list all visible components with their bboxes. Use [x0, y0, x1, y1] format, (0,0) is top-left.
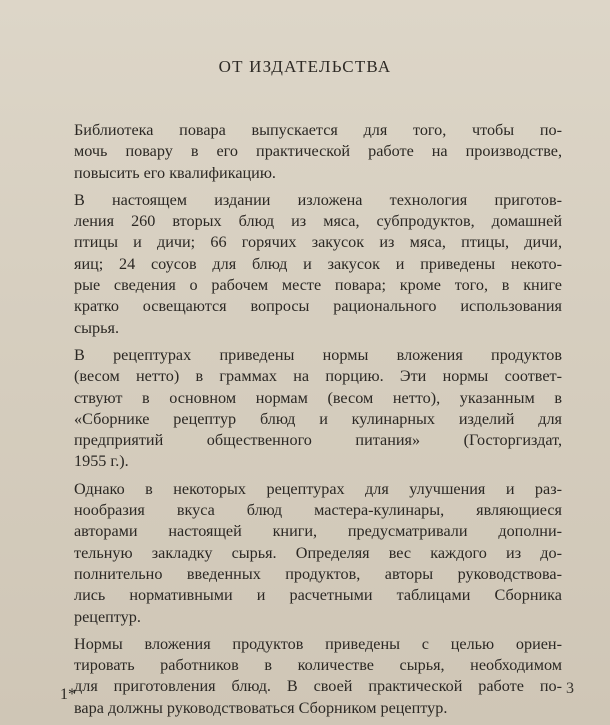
text-line: предприятий общественного питания» (Госторгиздат, — [74, 431, 562, 450]
text-line: для приготовления блюд. В своей практической работе по- — [74, 677, 562, 696]
text-line: Нормы вложения продуктов приведены с целью ориен- — [74, 634, 562, 653]
text-line: вара должны руководствоваться Сборником рецептур. — [74, 698, 448, 717]
text-line: рецептур. — [74, 607, 141, 626]
text-line: повысить его квалификацию. — [74, 163, 276, 182]
signature-mark: 1* — [60, 686, 76, 703]
text-line: рые сведения о рабочем месте повара; кроме того, в книге — [74, 276, 562, 295]
text-line: ствуют в основном нормам (весом нетто), указанным в — [74, 388, 562, 407]
text-line: кратко освещаются вопросы рационального использования — [74, 297, 562, 316]
text-line: нообразия вкуса блюд мастера-кулинары, являющиеся — [74, 501, 562, 520]
text-line: Библиотека повара выпускается для того, чтобы по- — [74, 121, 562, 139]
page-title: ОТ ИЗДАТЕЛЬСТВА — [218, 57, 392, 76]
text-line: В рецептурах приведены нормы вложения продуктов — [74, 345, 562, 364]
text-line: птицы и дичи; 66 горячих закусок из мяса, птицы, дичи, — [74, 233, 562, 252]
text-line: лись нормативными и расчетными таблицами Сборника — [74, 586, 562, 605]
page-number: 3 — [566, 680, 574, 697]
text-line: (весом нетто) в граммах на порцию. Эти нормы соответ- — [74, 367, 562, 386]
text-line: ления 260 вторых блюд из мяса, субпродуктов, домашней — [74, 212, 562, 231]
paragraph — [62, 479, 562, 628]
text-line: тельную закладку сырья. Определяя вес каждого из до- — [74, 543, 562, 562]
text-line: «Сборнике рецептур блюд и кулинарных изделий для — [74, 409, 562, 428]
text-line: В настоящем издании изложена технология приготов- — [74, 190, 562, 209]
text-line: авторами настоящей книги, предусматривали дополни- — [74, 522, 562, 541]
paragraph — [62, 345, 562, 473]
paragraph — [62, 634, 562, 719]
text-line: 1955 г.). — [74, 452, 129, 471]
text-line: мочь повару в его практической работе на производстве, — [74, 142, 562, 161]
paragraph — [62, 190, 562, 339]
text-line: сырья. — [74, 318, 120, 337]
text-line: яиц; 24 соусов для блюд и закусок и приведены некото- — [74, 254, 562, 273]
text-line: тировать работников в количестве сырья, необходимом — [74, 656, 562, 675]
text-line: полнительно введенных продуктов, авторы руководствова- — [74, 564, 562, 583]
paragraph — [62, 120, 562, 184]
body-text — [62, 120, 562, 725]
text-line: Однако в некоторых рецептурах для улучшения и раз- — [74, 479, 562, 498]
